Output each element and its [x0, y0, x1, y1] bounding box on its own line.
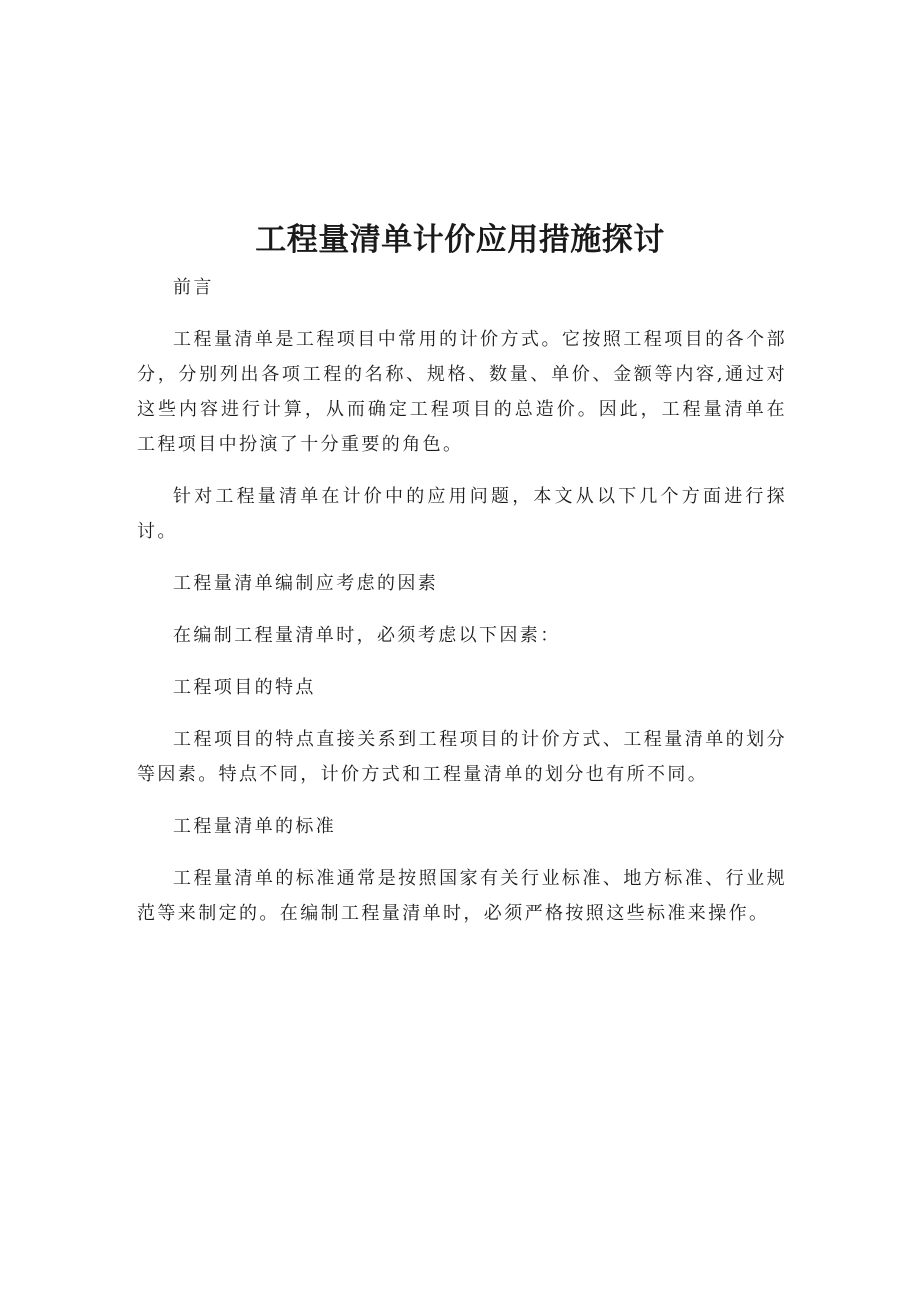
preface-heading: 前言: [173, 277, 214, 298]
intro-paragraph: 工程量清单是工程项目中常用的计价方式。它按照工程项目的各个部分，分别列出各项工程的名称、规格、数量、单价、金额等内容,通过对这些内容进行计算，从而确定工程项目的总造价。因此，工程量清单在工程项目中扮演了十分重要的角色。: [137, 329, 787, 455]
subsection1-paragraph: 工程项目的特点直接关系到工程项目的计价方式、工程量清单的划分等因素。特点不同，计价方式和工程量清单的划分也有所不同。: [137, 729, 787, 785]
document-body: [137, 270, 787, 931]
scope-paragraph: 针对工程量清单在计价中的应用问题，本文从以下几个方面进行探讨。: [137, 486, 787, 542]
subsection1-heading: 工程项目的特点: [173, 677, 316, 698]
subsection2-paragraph: 工程量清单的标准通常是按照国家有关行业标准、地方标准、行业规范等来制定的。在编制工程量清单时，必须严格按照这些标准来操作。: [137, 868, 787, 924]
section1-heading: 工程量清单编制应考虑的因素: [173, 573, 439, 594]
document-title: 工程量清单计价应用措施探讨: [255, 222, 665, 258]
subsection2-heading: 工程量清单的标准: [173, 816, 337, 837]
section1-intro: 在编制工程量清单时，必须考虑以下因素：: [173, 625, 561, 646]
